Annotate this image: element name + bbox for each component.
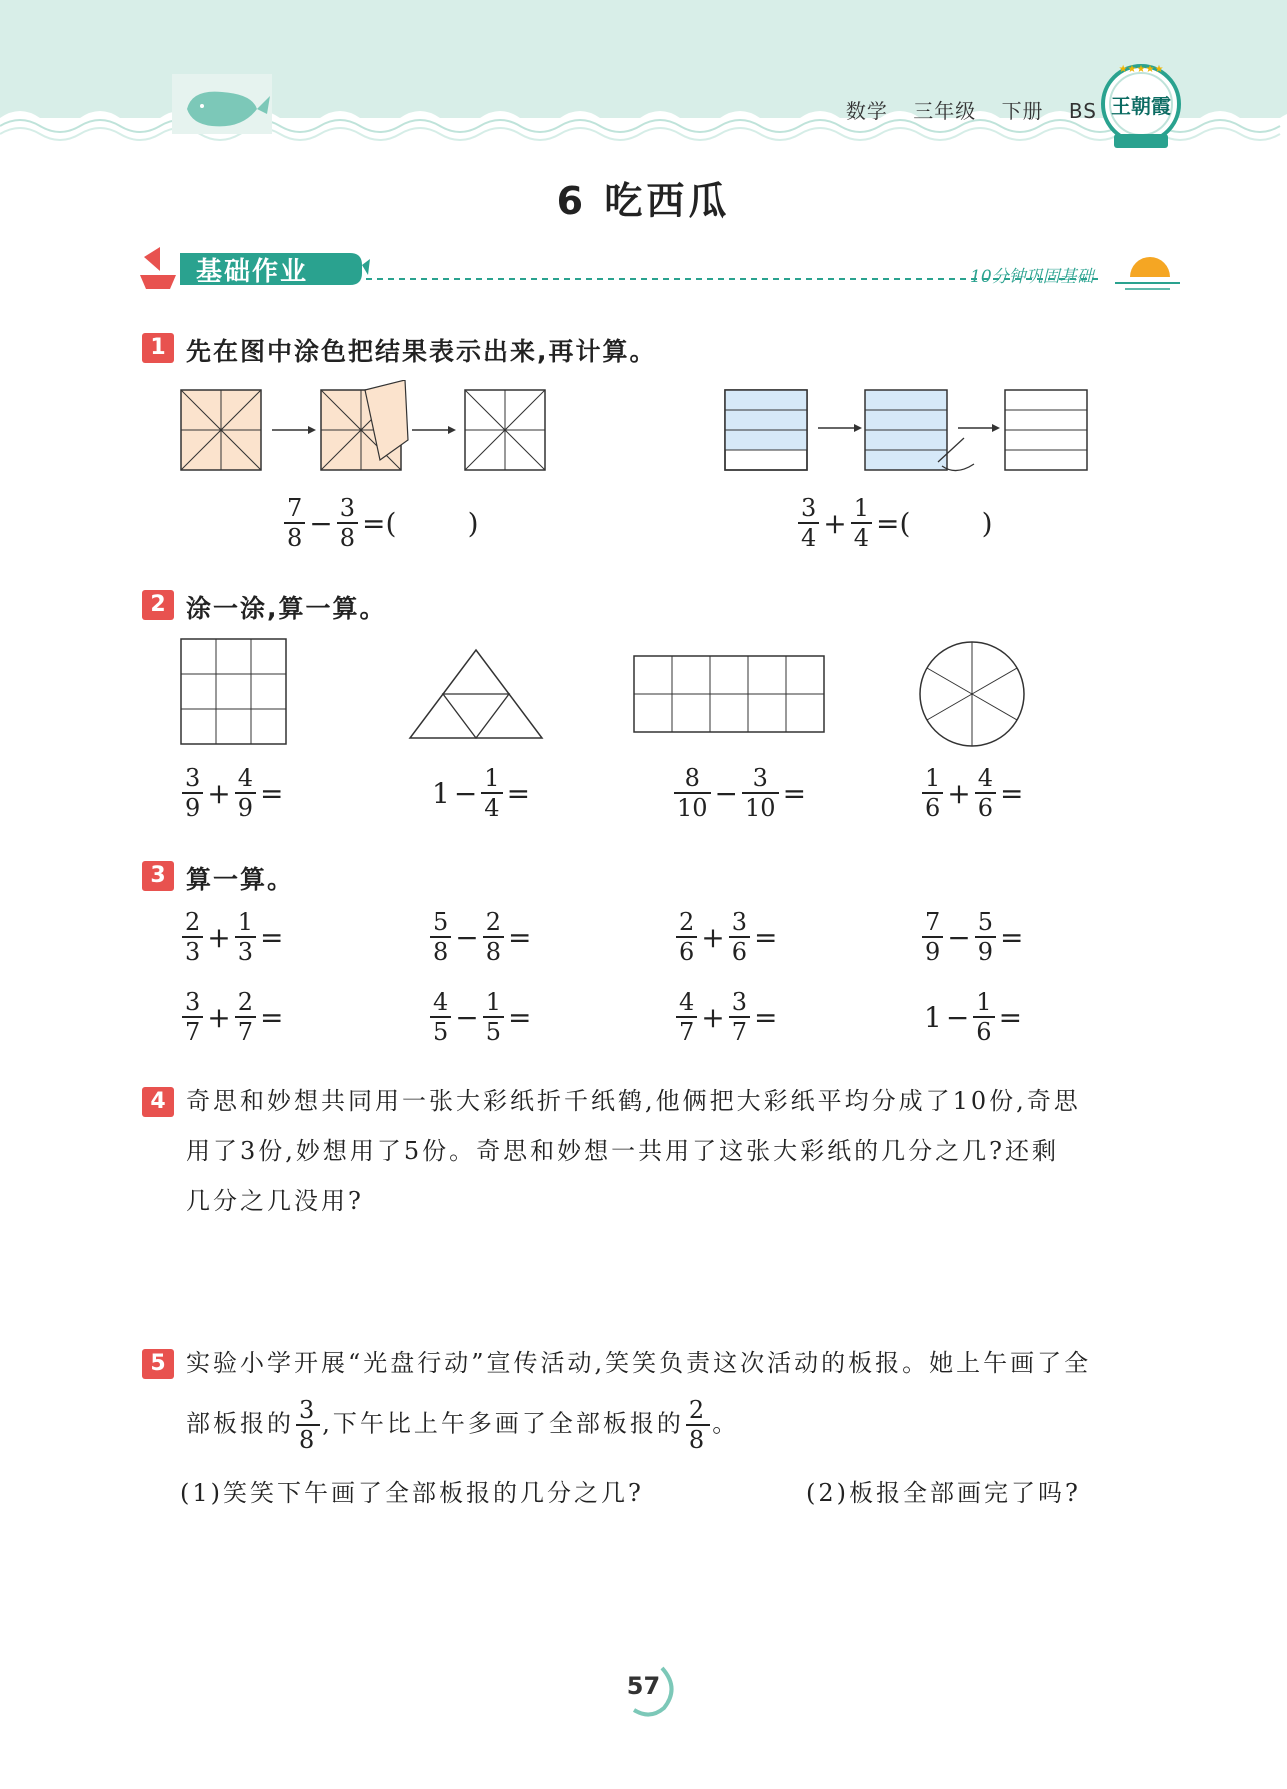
q1-figure-a bbox=[180, 380, 560, 480]
q3-expression-7: $\frac{4}{7}$ + $\frac{3}{7}$ = bbox=[674, 988, 780, 1046]
q3-expression-4: $\frac{7}{9}$ − $\frac{5}{9}$ = bbox=[920, 908, 1026, 966]
volume: 下册 bbox=[1001, 99, 1044, 123]
q4-line-2: 用了3份,妙想用了5份。奇思和妙想一共用了这张大彩纸的几分之几?还剩 bbox=[186, 1137, 1060, 1165]
header-meta bbox=[828, 95, 1097, 124]
q4-line-1: 奇思和妙想共同用一张大彩纸折千纸鹤,他俩把大彩纸平均分成了10份,奇思 bbox=[186, 1087, 1081, 1115]
q3-expression-3: $\frac{2}{6}$ + $\frac{3}{6}$ = bbox=[674, 908, 780, 966]
page-number: 57 bbox=[626, 1672, 661, 1700]
page-title: 6 吃西瓜 bbox=[556, 179, 731, 223]
q2-expression-3: $\frac{8}{10}$ − $\frac{3}{10}$ = bbox=[672, 764, 808, 822]
q5-sub-question-1: (1)笑笑下午画了全部板报的几分之几? bbox=[180, 1479, 644, 1507]
q5-sub-question-2: (2)板报全部画完了吗? bbox=[806, 1479, 1081, 1507]
q4-line-3: 几分之几没用? bbox=[186, 1187, 364, 1215]
q2-expression-1: $\frac{3}{9}$ + $\frac{4}{9}$ = bbox=[180, 764, 286, 822]
q3-expression-6: $\frac{4}{5}$ − $\frac{1}{5}$ = bbox=[428, 988, 534, 1046]
svg-text:★★★★★: ★★★★★ bbox=[1118, 64, 1164, 75]
q1-expression-b: $\frac{3}{4}$ + $\frac{1}{4}$ =( ) bbox=[796, 494, 995, 552]
question-3-text: 算一算。 bbox=[186, 865, 295, 894]
q5-line-1: 实验小学开展“光盘行动”宣传活动,笑笑负责这次活动的板报。她上午画了全 bbox=[186, 1349, 1092, 1377]
section-subtitle: 10分钟巩固基础 bbox=[970, 267, 1094, 287]
q2-grid-figure bbox=[180, 638, 290, 748]
question-5-text bbox=[186, 1338, 1186, 1454]
edition: BS bbox=[1068, 99, 1097, 123]
subject: 数学 bbox=[845, 99, 888, 123]
q3-expression-1: $\frac{2}{3}$ + $\frac{1}{3}$ = bbox=[180, 908, 286, 966]
q3-expression-5: $\frac{3}{7}$ + $\frac{2}{7}$ = bbox=[180, 988, 286, 1046]
question-1-text: 先在图中涂色把结果表示出来,再计算。 bbox=[186, 337, 657, 366]
brand-name: 王朝霞 bbox=[1111, 94, 1171, 118]
q1-figure-b bbox=[724, 380, 1104, 480]
question-number-4: 4 bbox=[142, 1087, 174, 1117]
q3-expression-2: $\frac{5}{8}$ − $\frac{2}{8}$ = bbox=[428, 908, 534, 966]
whale-icon bbox=[172, 74, 272, 134]
q2-expression-2: 1 − $\frac{1}{4}$ = bbox=[432, 764, 531, 822]
q3-expression-8: 1 − $\frac{1}{6}$ = bbox=[924, 988, 1023, 1046]
question-number-5: 5 bbox=[142, 1349, 174, 1379]
q1-expression-a: $\frac{7}{8}$ − $\frac{3}{8}$ =( ) bbox=[282, 494, 481, 552]
q2-triangle-figure bbox=[408, 648, 548, 742]
q2-circle-figure bbox=[916, 638, 1028, 750]
q5-line-2: 部板报的 $\frac{3}{8}$ ,下午比上午多画了全部板报的 $\frac{2}{8}$ 。 bbox=[186, 1396, 740, 1454]
grade: 三年级 bbox=[913, 99, 977, 123]
question-number-2: 2 bbox=[142, 590, 174, 620]
section-label: 基础作业 bbox=[196, 257, 309, 287]
question-2-text: 涂一涂,算一算。 bbox=[186, 594, 387, 623]
q2-expression-4: $\frac{1}{6}$ + $\frac{4}{6}$ = bbox=[920, 764, 1026, 822]
question-number-3: 3 bbox=[142, 861, 174, 891]
q2-rectangle-figure bbox=[632, 654, 828, 734]
question-4-text bbox=[186, 1076, 1186, 1226]
question-number-1: 1 bbox=[142, 333, 174, 363]
